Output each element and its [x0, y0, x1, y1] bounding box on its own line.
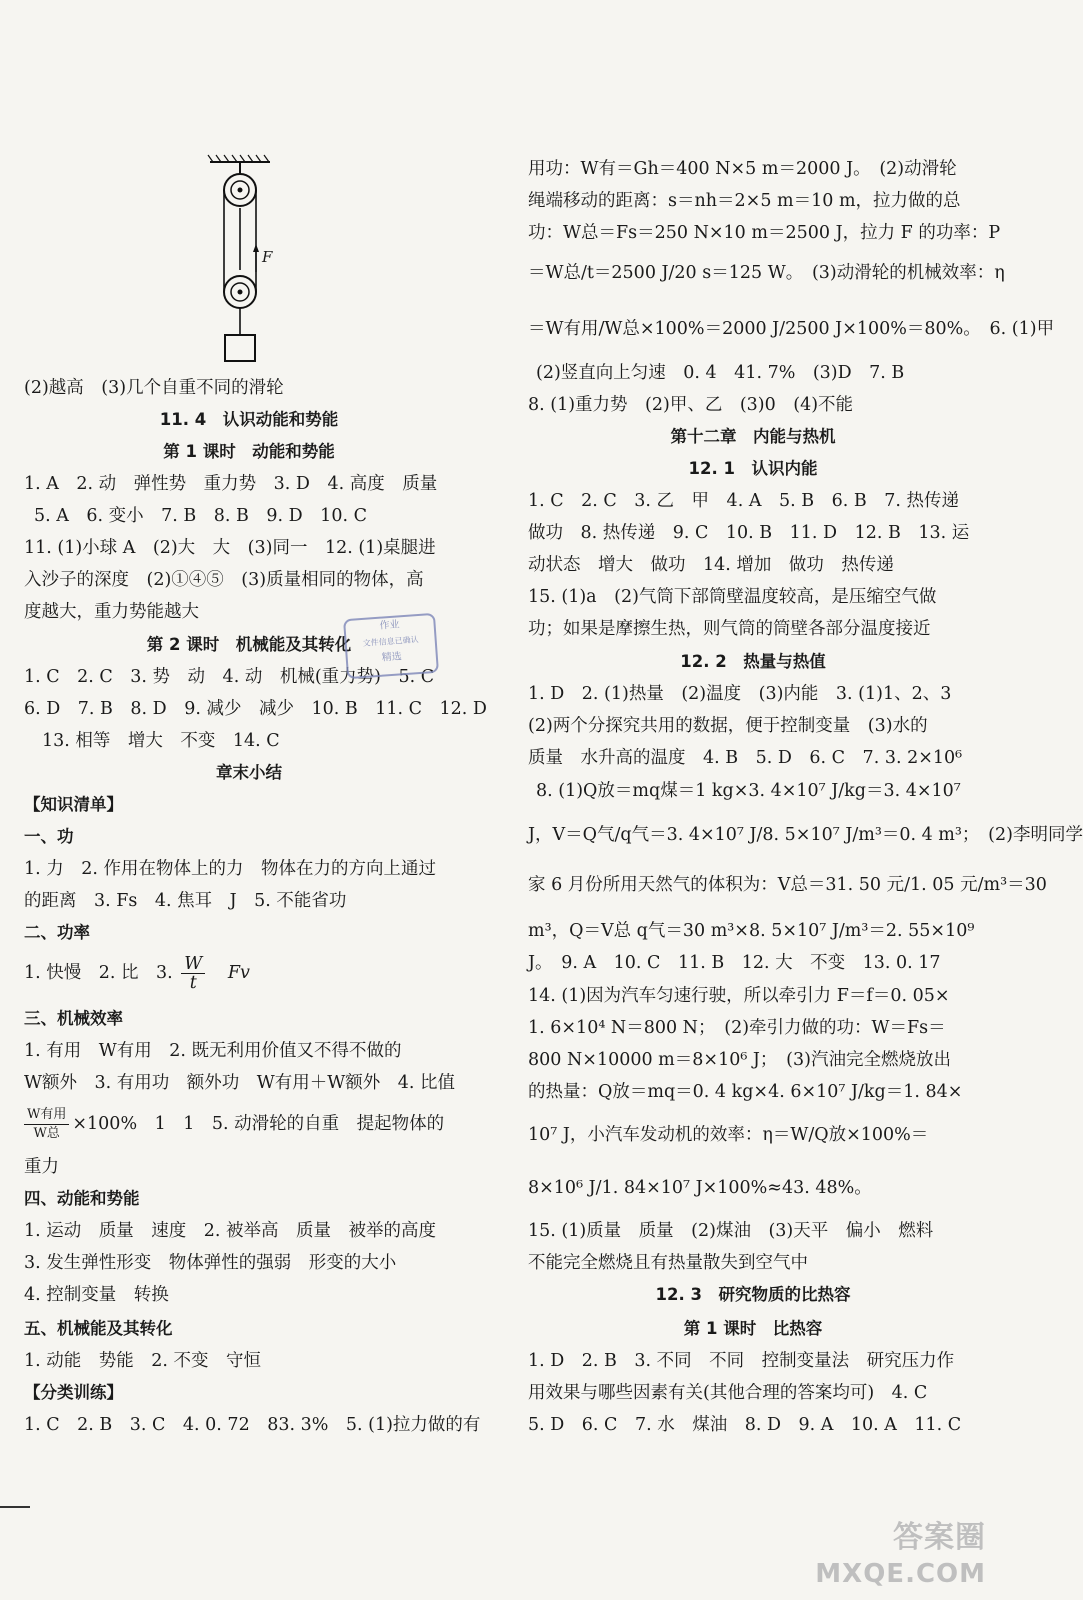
answer-text: 1. 快慢 2. 比 3.: [24, 963, 173, 983]
answer-line: 做功 8. 热传递 9. C 10. B 11. D 12. B 13. 运: [528, 523, 970, 543]
answer-line: 1. 力 2. 作用在物体上的力 物体在力的方向上通过: [24, 859, 437, 879]
answer-line: 功：W总＝Fs＝250 N×10 m＝2500 J，拉力 F 的功率：P: [528, 223, 1001, 243]
answer-line: (2)两个分探究共用的数据，便于控制变量 (3)水的: [528, 716, 928, 736]
page-edge-mark: [0, 1506, 30, 1508]
answer-line: (2)竖直向上匀速 0. 4 41. 7% (3)D 7. B: [536, 363, 905, 383]
fraction-numerator: W有用: [24, 1106, 69, 1125]
stamp-text: 精选: [381, 651, 403, 664]
answer-line: 5. D 6. C 7. 水 煤油 8. D 9. A 10. A 11. C: [528, 1415, 962, 1435]
answer-line: 15. (1)质量 质量 (2)煤油 (3)天平 偏小 燃料: [528, 1221, 934, 1241]
section-title: 12. 2 热量与热值: [680, 652, 826, 671]
section-title: 11. 4 认识动能和势能: [159, 410, 339, 429]
subsection-heading: 【知识清单】: [24, 795, 123, 814]
answer-line: 绳端移动的距离：s＝nh＝2×5 m＝10 m，拉力做的总: [528, 191, 961, 211]
lesson-title: 第 1 课时 比热容: [683, 1319, 823, 1338]
subsection-heading: 四、动能和势能: [24, 1189, 140, 1208]
answer-line: 度越大，重力势能越大: [24, 602, 199, 622]
answer-line: 质量 水升高的温度 4. B 5. D 6. C 7. 3. 2×10⁶: [528, 748, 963, 768]
fraction: [181, 955, 205, 992]
subsection-heading: 一、功: [24, 827, 74, 846]
answer-line: ＝W总/t＝2500 J/20 s＝125 W。 (3)动滑轮的机械效率：η: [528, 263, 1005, 283]
answer-line: [24, 955, 250, 992]
answer-line: 8. (1)Q放＝mq煤＝1 kg×3. 4×10⁷ J/kg＝3. 4×10⁷: [536, 781, 961, 801]
subsection-heading: 二、功率: [24, 923, 90, 942]
answer-line: 11. (1)小球 A (2)大 大 (3)同一 12. (1)桌腿进: [24, 538, 436, 558]
answer-line: 8×10⁶ J/1. 84×10⁷ J×100%≈43. 48%。: [528, 1178, 872, 1198]
answer-line: 不能完全燃烧且有热量散失到空气中: [528, 1253, 808, 1273]
answer-line: J，V＝Q气/q气＝3. 4×10⁷ J/8. 5×10⁷ J/m³＝0. 4 m³； (2)李明同学: [528, 825, 1083, 845]
stamp-text: 文件信息已确认: [362, 635, 419, 648]
answer-line: m³，Q＝V总 q气＝30 m³×8. 5×10⁷ J/m³＝2. 55×10⁹: [528, 921, 975, 941]
answer-line: ＝W有用/W总×100%＝2000 J/2500 J×100%＝80%。 6. (1)甲: [528, 319, 1055, 339]
chapter-summary-title: 章末小结: [216, 763, 282, 782]
section-title: 12. 1 认识内能: [688, 459, 818, 478]
answer-line: 功；如果是摩擦生热，则气筒的筒壁各部分温度接近: [528, 619, 931, 639]
subsection-heading: 三、机械效率: [24, 1009, 123, 1028]
answer-line: 1. D 2. (1)热量 (2)温度 (3)内能 3. (1)1、2、3: [528, 684, 952, 704]
fraction: [24, 1106, 69, 1143]
force-label: F: [262, 248, 273, 266]
lesson-title: 第 2 课时 机械能及其转化: [146, 635, 352, 654]
answer-line: 1. A 2. 动 弹性势 重力势 3. D 4. 高度 质量: [24, 474, 438, 494]
answer-line: 15. (1)a (2)气筒下部筒壁温度较高，是压缩空气做: [528, 587, 937, 607]
answer-line: J。 9. A 10. C 11. B 12. 大 不变 13. 0. 17: [528, 953, 941, 973]
answer-text: Fv: [227, 963, 250, 983]
section-title: 12. 3 研究物质的比热容: [655, 1285, 851, 1304]
subsection-heading: 【分类训练】: [24, 1383, 123, 1402]
answer-line: 重力: [24, 1157, 59, 1177]
fraction-denominator: W总: [33, 1126, 60, 1141]
fraction-numerator: W: [181, 955, 205, 974]
answer-line: 1. D 2. B 3. 不同 不同 控制变量法 研究压力作: [528, 1351, 955, 1371]
answer-line: 1. 运动 质量 速度 2. 被举高 质量 被举的高度: [24, 1221, 437, 1241]
answer-line: [24, 1106, 444, 1143]
pulley-diagram: [205, 152, 285, 367]
answer-line: 1. C 2. C 3. 乙 甲 4. A 5. B 6. B 7. 热传递: [528, 491, 959, 511]
answer-line: W额外 3. 有用功 额外功 W有用＋W额外 4. 比值: [24, 1073, 455, 1093]
answer-line: 10⁷ J，小汽车发动机的效率：η＝W/Q放×100%＝: [528, 1125, 929, 1145]
answer-line: 的热量：Q放＝mq＝0. 4 kg×4. 6×10⁷ J/kg＝1. 84×: [528, 1082, 963, 1102]
watermark-text: MXQE.COM: [815, 1559, 986, 1589]
answer-line: (2)越高 (3)几个自重不同的滑轮: [24, 378, 284, 398]
answer-line: 家 6 月份所用天然气的体积为：V总＝31. 50 元/1. 05 元/m³＝30: [528, 875, 1047, 895]
answer-line: 1. C 2. B 3. C 4. 0. 72 83. 3% 5. (1)拉力做的有: [24, 1415, 481, 1435]
homework-stamp: [343, 613, 439, 679]
stamp-text: 作业: [379, 619, 400, 632]
lesson-title: 第 1 课时 动能和势能: [163, 442, 335, 461]
subsection-heading: 五、机械能及其转化: [24, 1319, 173, 1338]
answer-line: 动状态 增大 做功 14. 增加 做功 热传递: [528, 555, 894, 575]
watermark-logo: [815, 1520, 986, 1592]
answer-line: 1. 有用 W有用 2. 既无利用价值又不得不做的: [24, 1041, 402, 1061]
answer-line: 1. 6×10⁴ N＝800 N； (2)牵引力做的功：W＝Fs＝: [528, 1018, 946, 1038]
answer-line: 6. D 7. B 8. D 9. 减少 减少 10. B 11. C 12. D: [24, 699, 487, 719]
answer-line: 13. 相等 增大 不变 14. C: [42, 731, 280, 751]
answer-line: 4. 控制变量 转换: [24, 1285, 169, 1305]
answer-line: 入沙子的深度 (2)①④⑤ (3)质量相同的物体，高: [24, 570, 424, 590]
answer-line: 3. 发生弹性形变 物体弹性的强弱 形变的大小: [24, 1253, 397, 1273]
chapter-title: 第十二章 内能与热机: [670, 427, 836, 446]
answer-line: 800 N×10000 m＝8×10⁶ J； (3)汽油完全燃烧放出: [528, 1050, 951, 1070]
answer-line: 8. (1)重力势 (2)甲、乙 (3)0 (4)不能: [528, 395, 854, 415]
answer-line: 用功：W有＝Gh＝400 N×5 m＝2000 J。 (2)动滑轮: [528, 159, 957, 179]
fraction-denominator: t: [189, 973, 197, 993]
answer-line: 1. C 2. C 3. 势 动 4. 动 机械(重力势) 5. C: [24, 667, 435, 687]
answer-text: ×100% 1 1 5. 动滑轮的自重 提起物体的: [72, 1114, 445, 1134]
answer-line: 用效果与哪些因素有关(其他合理的答案均可) 4. C: [528, 1383, 928, 1403]
answer-line: 1. 动能 势能 2. 不变 守恒: [24, 1351, 262, 1371]
answer-line: 14. (1)因为汽车匀速行驶，所以牵引力 F＝f＝0. 05×: [528, 986, 950, 1006]
answer-line: 5. A 6. 变小 7. B 8. B 9. D 10. C: [34, 506, 367, 526]
watermark-text: 答案圈: [893, 1520, 986, 1555]
answer-line: 的距离 3. Fs 4. 焦耳 J 5. 不能省功: [24, 891, 347, 911]
